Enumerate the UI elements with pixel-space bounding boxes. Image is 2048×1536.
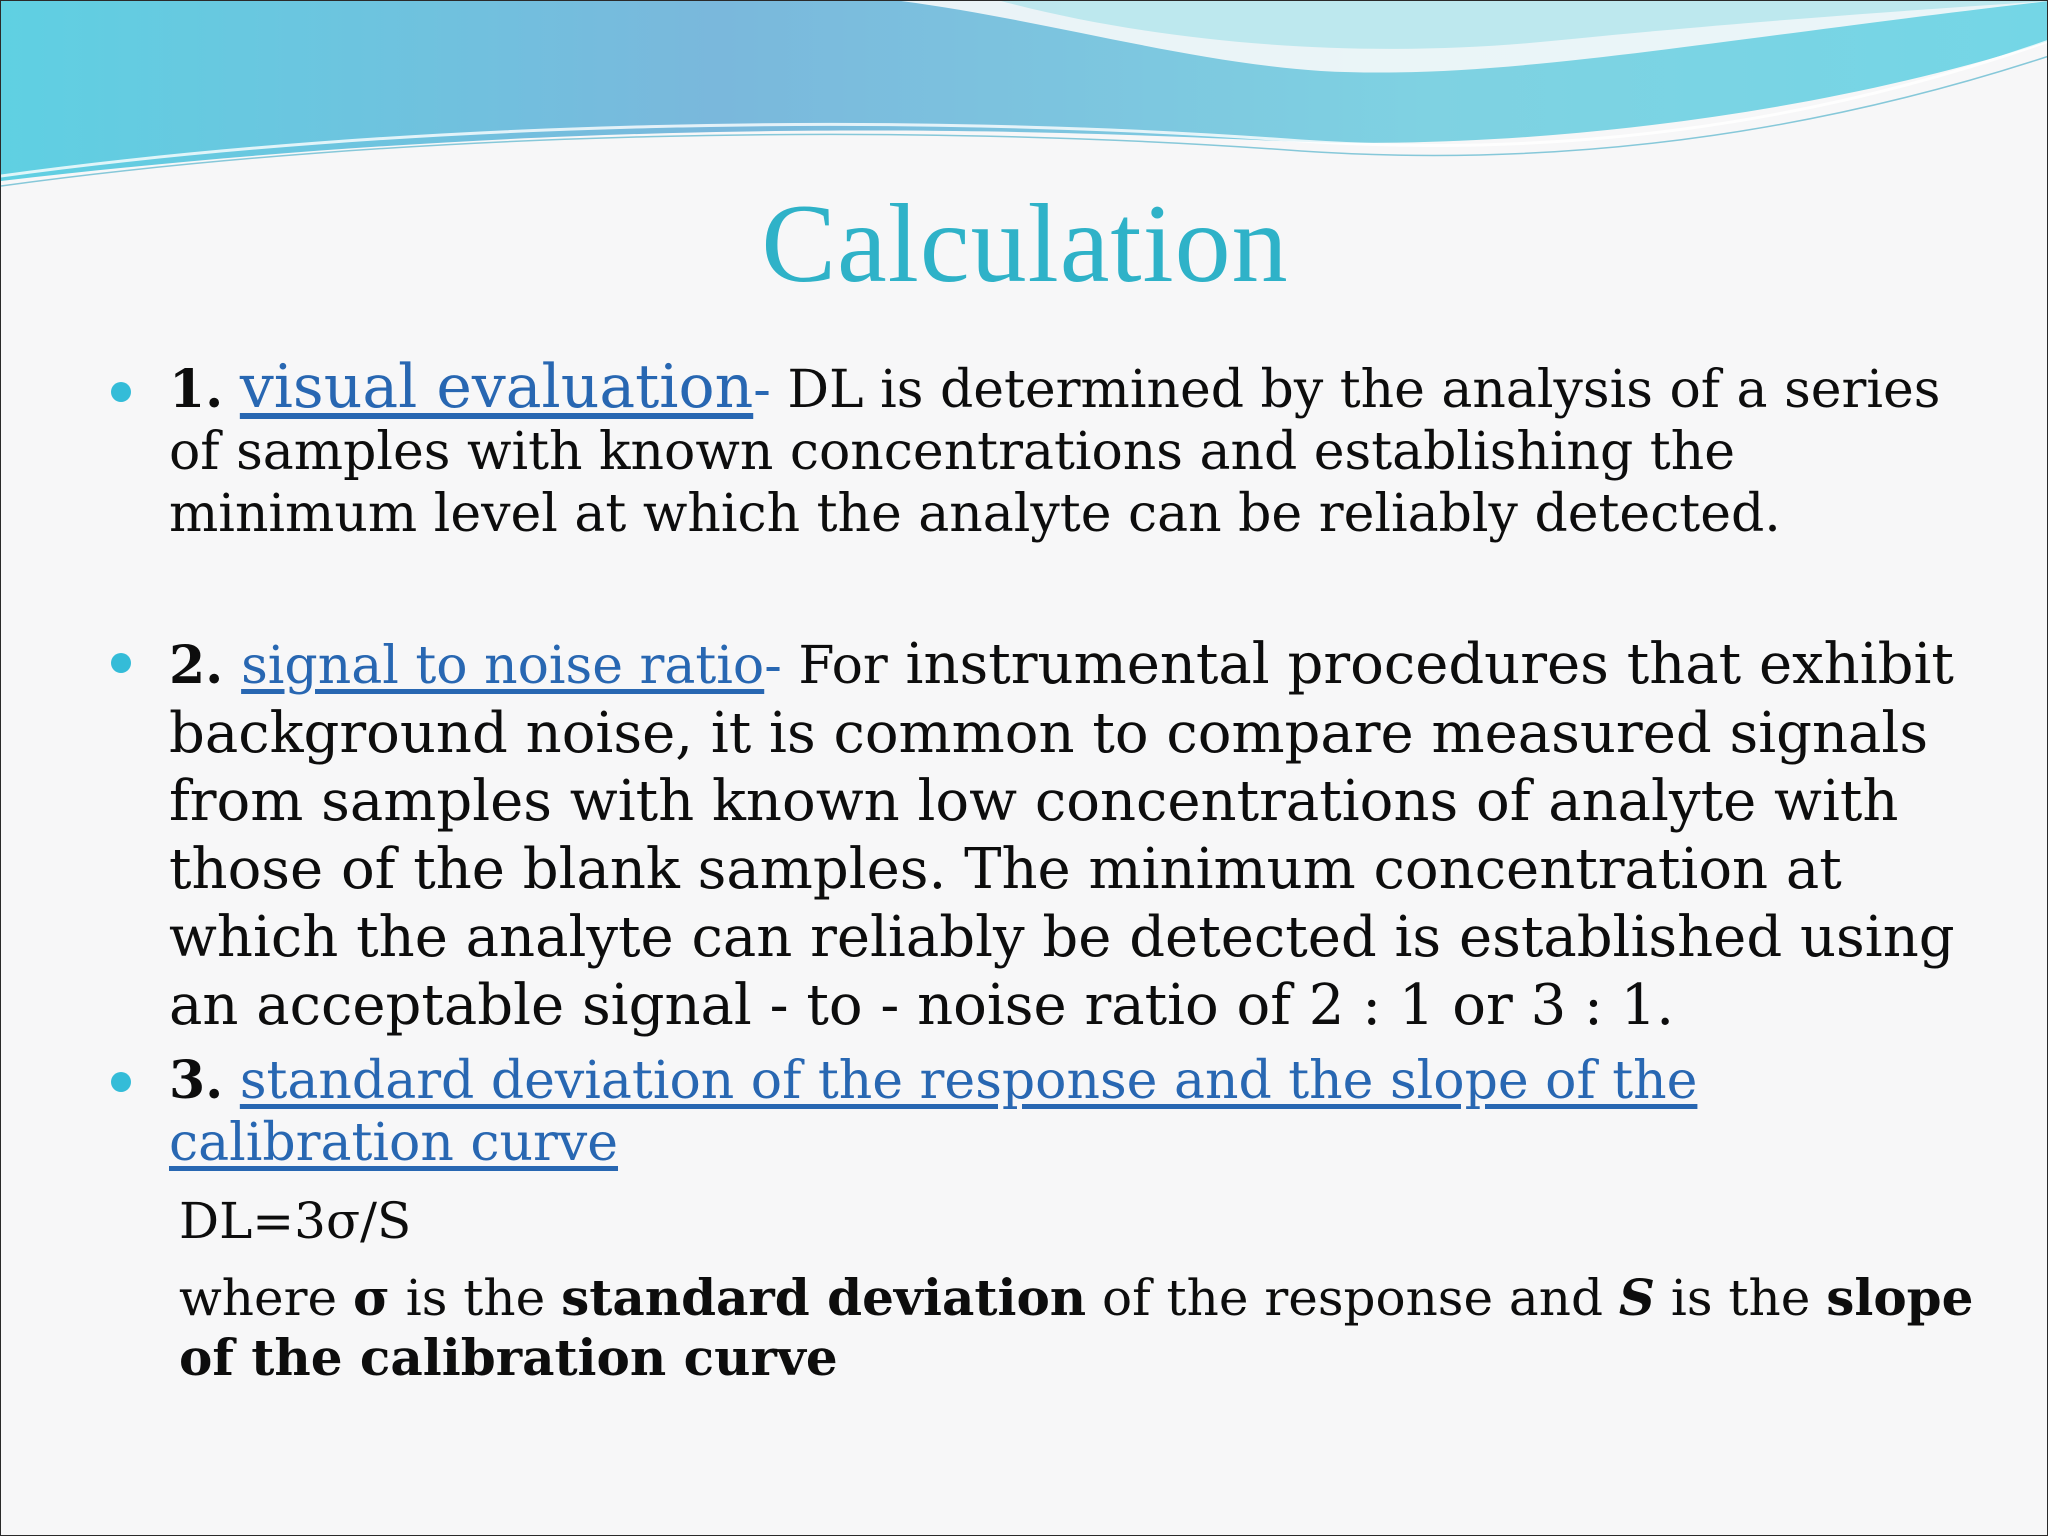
bullet-dot-icon <box>111 382 131 402</box>
bullet-standard-deviation <box>101 1050 1981 1388</box>
signal-to-noise-link[interactable]: signal to noise ratio <box>241 636 765 696</box>
standard-deviation-link[interactable]: standard deviation of the response and the slope of the calibration curve <box>169 1051 1698 1173</box>
slope-term: slope of the calibration curve <box>179 1268 1974 1387</box>
bullet-list <box>101 352 1981 1388</box>
slope-symbol: S <box>1618 1268 1655 1327</box>
bullet-dot-icon <box>111 653 131 673</box>
bullet-number: 1. <box>169 359 224 420</box>
formula-explanation <box>169 1268 1981 1388</box>
bullet-number: 3. <box>169 1050 224 1111</box>
where-text: of the response and <box>1086 1269 1619 1327</box>
detection-limit-formula: DL=3σ/S <box>179 1192 412 1250</box>
bullet-signal-to-noise <box>101 631 1981 1040</box>
bullet-dash: - <box>764 636 782 696</box>
bullet-text: instrumental procedures that exhibit background noise, it is common to compare measured signals from samples with known low concentrations of analyte with those of the blank samples. The minimum concentration at which the analyte can reliably be detected is established using an acceptable signal - to - noise ratio of 2 : 1 or 3 : 1. <box>169 632 1955 1038</box>
visual-evaluation-link[interactable]: visual evaluation <box>239 352 754 422</box>
bullet-intro: For <box>781 636 888 696</box>
bullet-number: 2. <box>169 635 224 696</box>
where-text: is the <box>1654 1269 1827 1327</box>
standard-deviation-term: standard deviation <box>561 1268 1087 1327</box>
slide-title: Calculation <box>761 182 1289 306</box>
bullet-dash: - <box>753 360 771 420</box>
where-text: where <box>179 1269 353 1327</box>
sigma-symbol: σ <box>352 1268 390 1327</box>
where-text: is the <box>389 1269 562 1327</box>
bullet-dot-icon <box>111 1072 131 1092</box>
bullet-visual-evaluation <box>101 352 1981 545</box>
bullet-text: DL is determined by the analysis of a series of samples with known concentrations and establishing the minimum level at which the analyte can be reliably detected. <box>169 360 1941 544</box>
